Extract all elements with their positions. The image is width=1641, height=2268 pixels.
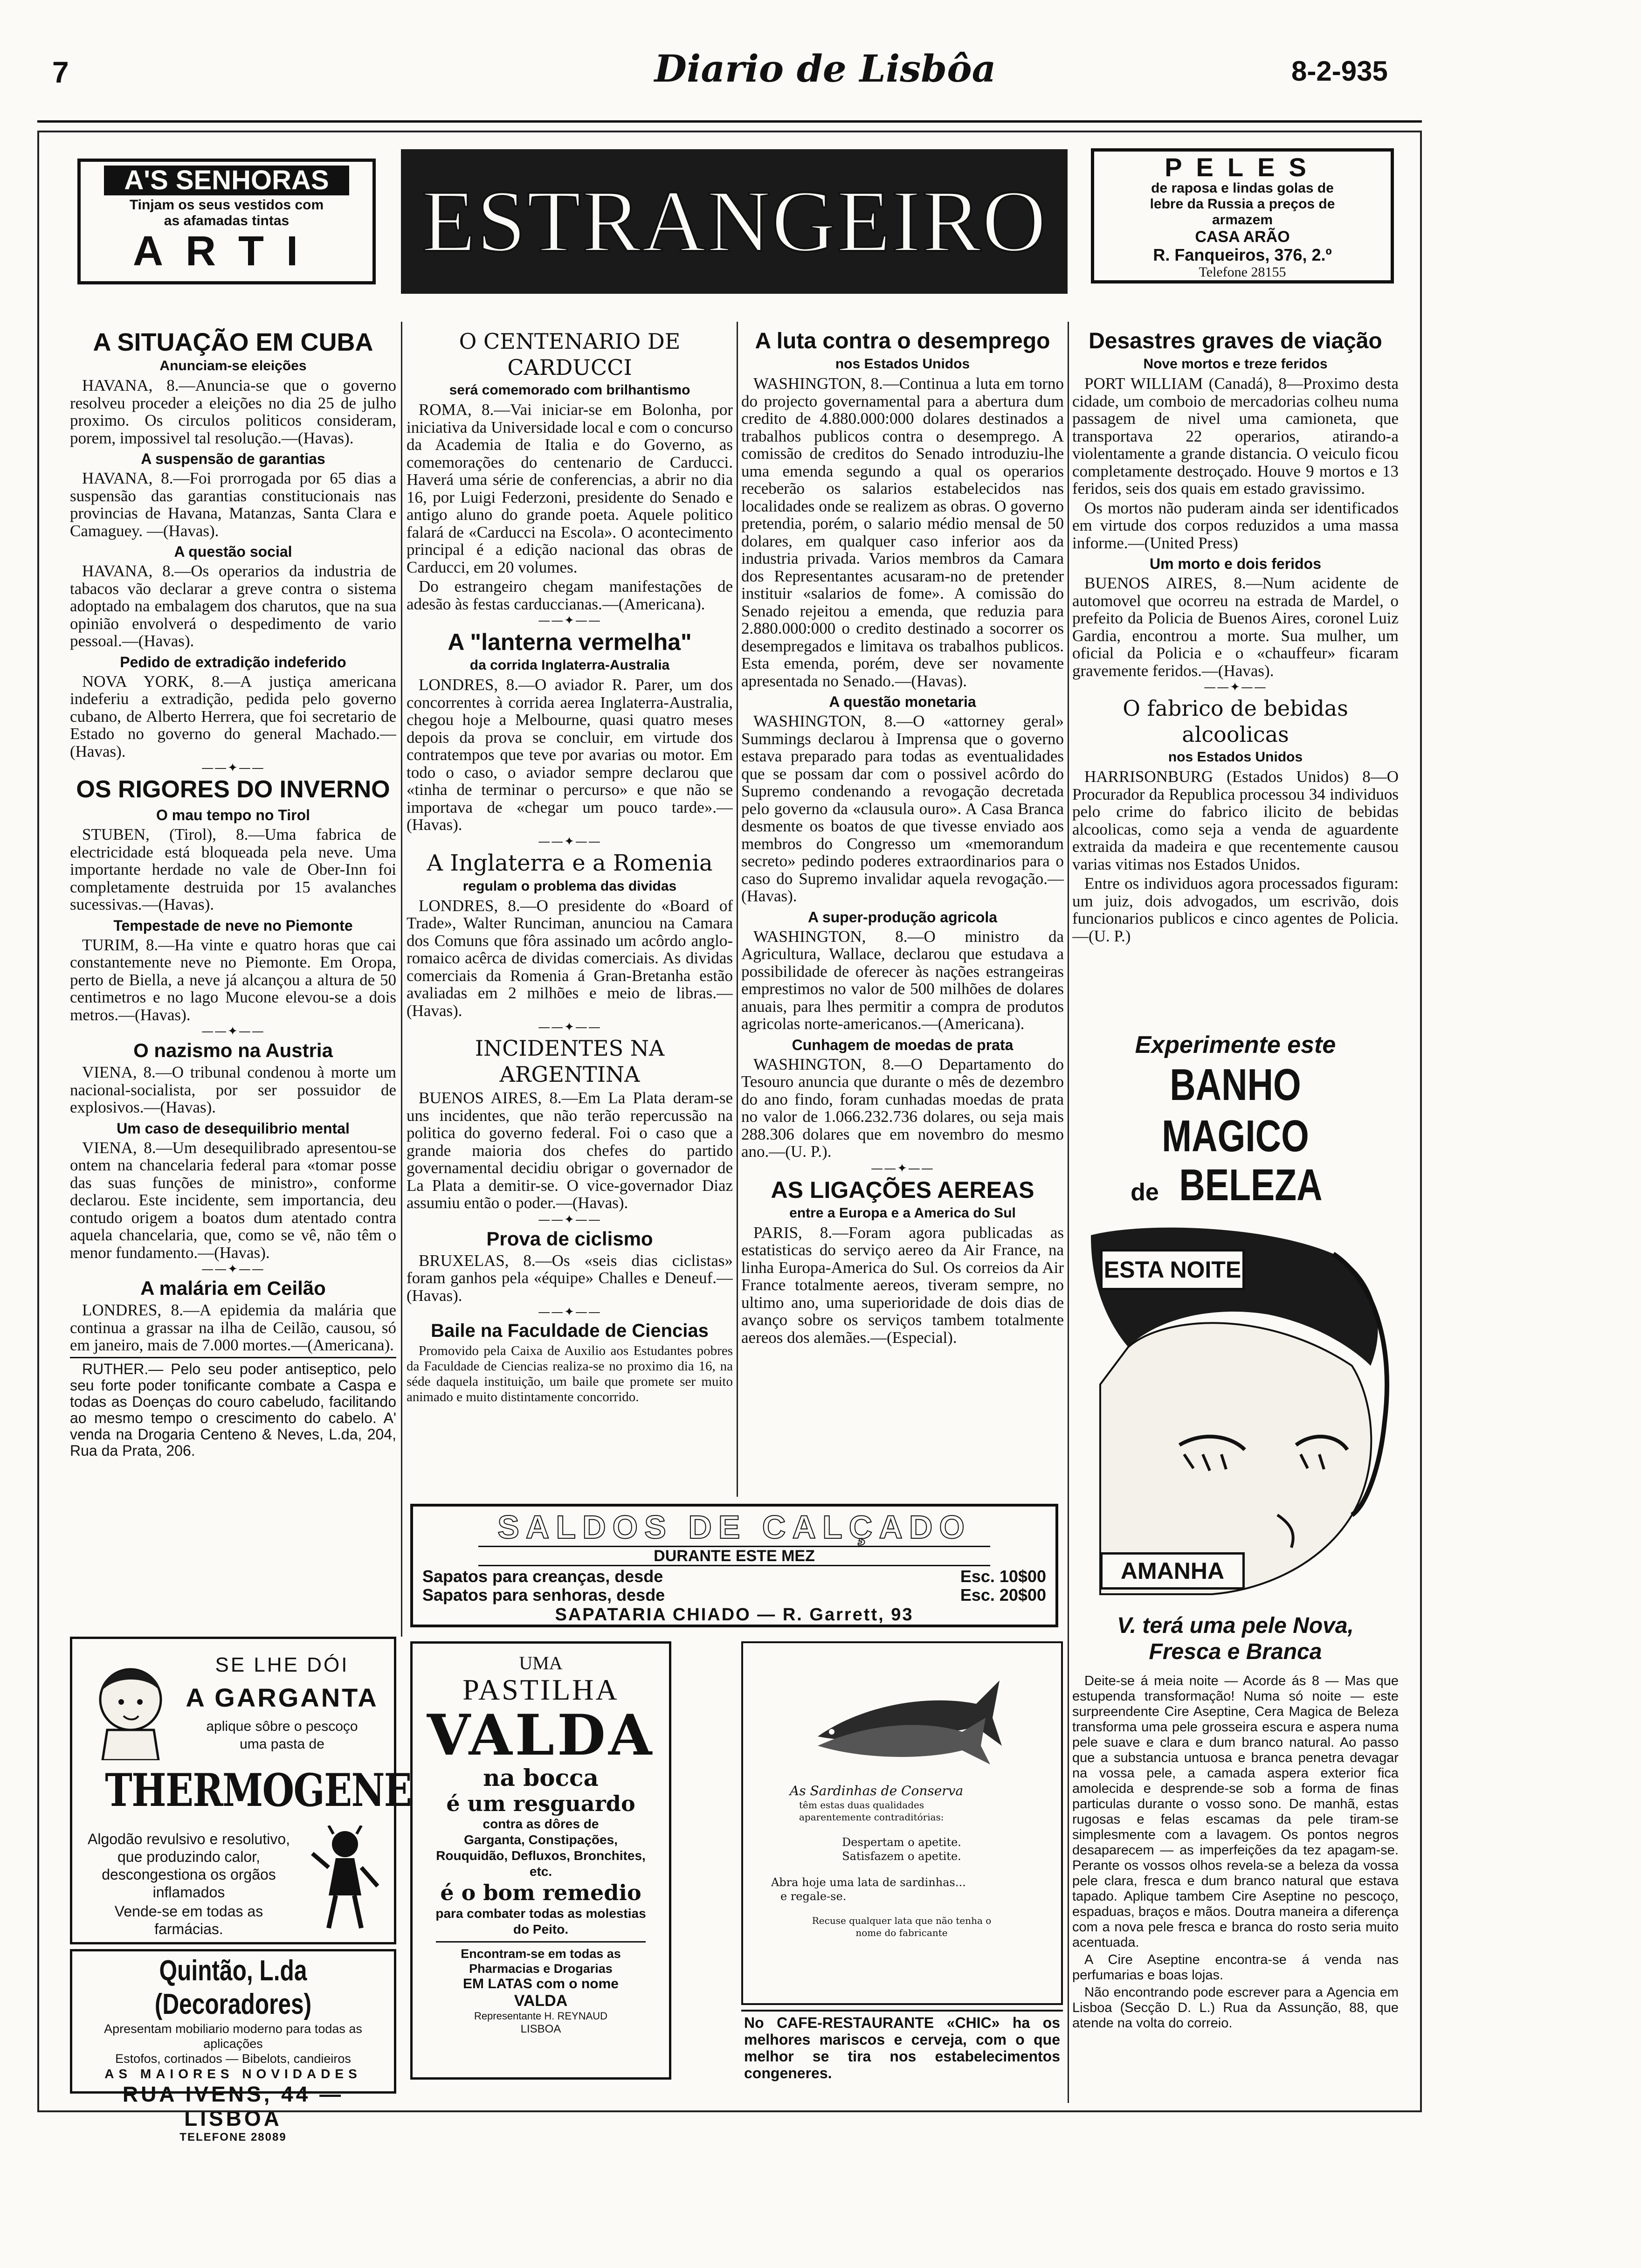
- subhead: A suspensão de garantias: [141, 450, 325, 467]
- section-title: ESTRANGEIRO: [421, 173, 1047, 270]
- article-paragraph: NOVA YORK, 8.—A justiça americana indeferiu a extradição, pedida pelo governo cubano, de Alberto Herrera, que foi secretario de Estado no governo do general Machado.—(Havas).: [70, 672, 396, 761]
- ad-arti-line1: Tinjam os seus vestidos com: [129, 197, 324, 213]
- separator: ——✦——: [201, 761, 265, 775]
- article-paragraph: WASHINGTON, 8.—Continua a luta em torno do projecto governamental para a abertura dum credito de 4.880.000:000 dolares destinados a trabalhos publicos contra o desemprego. A comissão de creditos do Senado introduziu-lhe uma emenda segundo a qual os operarios receberão os salarios estabelecidos nas localidades onde se realizem as obras. O governo pretendia, porém, o salario médio mensal de 50 dolares, em qualquer caso inferior aos da industria privada. Varios membros da Camara dos Representantes acusaram-no de pretender instituir «salarios de fome». A comissão do Senado rejeitou a emenda, que reduzia para 2.880.000:000 o credito destinado a socorrer os desempregados e limitava os trabalhos publicos. Esta emenda, porém, deve ser novamente apresentada no Senado.—(Havas).: [741, 374, 1064, 690]
- article-paragraph: PORT WILLIAM (Canadá), 8—Proximo desta cidade, um comboio de mercadorias colheu numa passagem de nivel uma camioneta, que transportava 22 operarios, atirando-a violentamente a grande distancia. O veiculo ficou completamente destroçado. Houve 9 mortos e 13 feridos, seis dos quais em estado gravissimo.: [1072, 374, 1399, 498]
- ad-valda-l6: contra as dôres de: [483, 1817, 599, 1831]
- ad-banho-l1: Experimente este: [1135, 1031, 1336, 1058]
- separator: ——✦——: [1204, 680, 1267, 694]
- ad-sardinhas-l3: Despertam o apetite.: [842, 1836, 961, 1849]
- ad-banho-tag-amanha: AMANHA: [1100, 1552, 1245, 1590]
- article-paragraph: BUENOS AIRES, 8.—Num acidente de automovel que ocorreu na estrada de Mardel, o prefeito da Policia de Buenos Aires, coronel Luiz Gardia, encontrou a morte. Sua mulher, um oficial da Policia e o «chauffeur» ficaram gravemente feridos.—(Havas).: [1072, 574, 1399, 680]
- article-paragraph: PARIS, 8.—Foram agora publicadas as estatisticas do serviço aereo da Air France, na linha Europa-America do Sul. Os correios da Air France totalmente aereos, tiveram sempre, no ultimo ano, uma superioridade de dois dias de avanço sobre os serviços tambem totalmente aereos dos alemães.—(Especial).: [741, 1223, 1064, 1347]
- ad-valda-l13: Representante H. REYNAUD: [474, 2010, 608, 2022]
- ad-peles-line4: CASA ARÃO: [1195, 228, 1290, 246]
- issue-date: 8-2-935: [1291, 55, 1388, 87]
- ad-thermogene-body: Algodão revulsivo e resolutivo, que produzindo calor, descongestiona os orgãos inflamados: [87, 1831, 290, 1901]
- ad-arti-title: A'S SENHORAS: [104, 166, 349, 195]
- subhead: A questão monetaria: [829, 693, 976, 710]
- ad-thermogene-l4: uma pasta de: [240, 1736, 324, 1752]
- headline-desemprego: A luta contra o desemprego: [755, 329, 1050, 353]
- subhead: Nove mortos e treze feridos: [1143, 356, 1328, 372]
- headline-carducci: O CENTENARIO DE CARDUCCI: [459, 329, 681, 380]
- ad-sardinhas-l6: e regale-se.: [780, 1890, 847, 1903]
- ad-thermogene-brand: THERMOGENE: [105, 1764, 412, 1817]
- subhead: A super-produção agricola: [808, 908, 997, 926]
- subhead: regulam o problema das dividas: [462, 878, 677, 894]
- subhead: A questão social: [174, 543, 292, 560]
- subhead: nos Estados Unidos: [835, 356, 970, 372]
- subhead: entre a Europa e a America do Sul: [789, 1205, 1016, 1221]
- ad-valda-l7: Garganta, Constipações, Rouquidão, Defluxos, Bronchites, etc.: [436, 1832, 646, 1879]
- article-paragraph: LONDRES, 8.—A epidemia da malária que continua a grassar na ilha de Ceilão, causou, só em janeiro, mais de 7.000 mortes.—(Americana).: [70, 1301, 396, 1354]
- ad-valda-l9: para combater todas as molestias do Peito.: [435, 1906, 646, 1936]
- ad-peles-title: PELES: [1165, 152, 1320, 182]
- subhead: nos Estados Unidos: [1168, 749, 1303, 765]
- ad-quintao-title: Quintão, L.da (Decoradores): [154, 1955, 312, 2020]
- ad-peles-line3: armazem: [1212, 212, 1273, 228]
- ad-banho-tag-esta-noite: ESTA NOITE: [1100, 1249, 1245, 1290]
- ad-valda-l4: na bocca: [483, 1764, 599, 1791]
- separator: ——✦——: [201, 1262, 265, 1276]
- masthead: Diario de Lisbôa: [654, 47, 996, 90]
- ad-banho-l6: Fresca e Branca: [1149, 1639, 1322, 1664]
- separator: ——✦——: [538, 1020, 601, 1034]
- subhead: Tempestade de neve no Piemonte: [113, 917, 353, 934]
- article-paragraph: LONDRES, 8.—O aviador R. Parer, um dos concorrentes à corrida aerea Inglaterra-Australia, chegou hoje a Melbourne, quasi quatro meses depois da prova se concluir, em virtude dos contratempos que teve por avarias ou motor. Em todo o caso, o aviador sempre declarou que «tinha de terminar o percurso» e que não se importava de «chegar um pouco tarde».—(Havas).: [407, 676, 733, 834]
- separator: ——✦——: [538, 614, 601, 628]
- headline-inverno: OS RIGORES DO INVERNO: [76, 776, 390, 803]
- ad-peles-line6: Telefone 28155: [1199, 264, 1286, 280]
- header-rule: [37, 120, 1422, 123]
- ad-peles-line2: lebre da Russia a preços de: [1150, 196, 1335, 212]
- subhead: Um caso de desequilibrio mental: [117, 1120, 350, 1137]
- subhead: Um morto e dois feridos: [1149, 555, 1322, 572]
- headline-malaria: A malária em Ceilão: [140, 1277, 326, 1299]
- ad-valda-l3: VALDA: [427, 1702, 655, 1768]
- ad-thermogene-l1: SE LHE DÓI: [215, 1653, 349, 1676]
- subhead: O mau tempo no Tirol: [156, 807, 310, 823]
- article-paragraph: Do estrangeiro chegam manifestações de adesão às festas carduccianas.—(Americana).: [407, 577, 733, 613]
- ad-valda-l14: LISBOA: [520, 2023, 561, 2035]
- article-paragraph: HARRISONBURG (Estados Unidos) 8—O Procurador da Republica processou 34 individuos pelo crime do fabrico ilicito de bebidas alcoolicas, como seja a venda de aguardente extraida da madeira e que recentemente causou varias vitimas nos Estados Unidos.: [1072, 768, 1399, 873]
- ad-sardinhas-l1: As Sardinhas de Conserva: [790, 1783, 964, 1798]
- ad-chic-text: No CAFE-RESTAURANTE «CHIC» ha os melhores mariscos e cerveja, com o que melhor se tira nos estabelecimentos congeneres.: [744, 2014, 1060, 2081]
- ad-saldos-footer: SAPATARIA CHIADO — R. Garrett, 93: [555, 1605, 914, 1625]
- ad-sardinhas-l2: têm estas duas qualidades aparentemente contraditórias:: [799, 1799, 944, 1823]
- ad-ruther: RUTHER.— Pelo seu poder antiseptico, pelo seu forte poder tonificante combate a Caspa e todas as Doenças do couro cabeludo, facilitando ao mesmo tempo o crescimento do cabelo. A' venda na Drogaria Centeno & Neves, L.da, 204, Rua da Prata, 206.: [70, 1360, 396, 1459]
- ad-banho-l5: V. terá uma pele Nova,: [1117, 1613, 1354, 1638]
- article-paragraph: Promovido pela Caixa de Auxilio aos Estudantes pobres da Faculdade de Ciencias realiza-se no proximo dia 16, na séde daquela instituição, um baile que promete ser muito animado e muito distintamente concorrido.: [407, 1343, 733, 1404]
- subhead: Cunhagem de moedas de prata: [792, 1036, 1014, 1053]
- article-paragraph: HAVANA, 8.—Foi prorrogada por 65 dias a suspensão das garantias constitucionais nas provincias de Havana, Matanzas, Santa Clara e Camaguey. —(Havas).: [70, 469, 396, 540]
- ad-banho-body: Deite-se á meia noite — Acorde ás 8 — Mas que estupenda transformação! Numa só noite — este surpreendente Cire Aseptine, Cera Magica de Beleza transforma uma pele grosseira escura e aspera numa pele suave e clara e dum branco natural. Ao passo que a substancia untuosa e branca penetra devagar na vossa pele, a camada aspera exterior fica amolecida e desprende-se sob a forma de finas particulas durante o vosso sono. De manhã, estas rugosas e felas escamas da pele tiram-se simplesmente com a lavagem. Os pontos negros desaparecem — as imperfeições da tez apagam-se. Perante os vossos olhos revela-se a beleza da vossa pele clara, fresca e dum branco natural que estava tapado. Aplique tambem Cire Aseptine no pescoço, espaduas, braços e mãos. Doutra maneira a diferença com a nova pele fresca e branca do rosto seria muito acentuada.: [1072, 1673, 1399, 1950]
- ad-thermogene-body2: Vende-se em todas as farmácias.: [114, 1903, 263, 1937]
- ad-quintao-l3: AS MAIORES NOVIDADES: [104, 2067, 362, 2081]
- ad-arti-line2: as afamadas tintas: [164, 213, 290, 228]
- separator: ——✦——: [201, 1024, 265, 1038]
- subhead: será comemorado com brilhantismo: [449, 382, 690, 398]
- ad-quintao-l4: RUA IVENS, 44 — LISBOA: [122, 2082, 344, 2130]
- ad-valda-l1: UMA: [519, 1653, 563, 1673]
- ad-quintao-l1: Apresentam mobiliario moderno para todas as aplicações: [104, 2022, 362, 2051]
- ad-banho-l3: de: [1131, 1179, 1159, 1206]
- subhead: Pedido de extradição indeferido: [120, 653, 346, 671]
- page-frame: [37, 131, 1422, 2112]
- ad-valda-l12: VALDA: [514, 1992, 568, 2010]
- ad-thermogene-l3: aplique sôbre o pescoço: [206, 1719, 358, 1734]
- ad-sardinhas-l4: Satisfazem o apetite.: [842, 1850, 961, 1863]
- ad-sardinhas-l5: Abra hoje uma lata de sardinhas...: [771, 1876, 966, 1889]
- ad-banho-l4: BELEZA: [1179, 1160, 1323, 1210]
- ad-valda-l10: Encontram-se em todas as Pharmacias e Drogarias: [461, 1947, 621, 1976]
- article-paragraph: HAVANA, 8.—Os operarios da industria de tabacos vão declarar a greve contra o sistema adoptado na embalagem dos charutos, que na sua opinião envolverá o despedimento de vario pessoal.—(Havas).: [70, 562, 396, 650]
- headline-ligacoes: AS LIGAÇÕES AEREAS: [771, 1176, 1034, 1203]
- headline-romenia: A Inglaterra e a Romenia: [427, 850, 713, 876]
- headline-baile: Baile na Faculdade de Ciencias: [431, 1321, 709, 1341]
- subhead: Anunciam-se eleições: [159, 358, 307, 373]
- subhead: da corrida Inglaterra-Australia: [469, 657, 670, 673]
- article-paragraph: WASHINGTON, 8.—O «attorney geral» Summings declarou à Imprensa que o governo estava preparado para todas as eventualidades que se possam dar com o possivel acôrdo do Supremo condenando a revogação decretada pelo governo da «clausula ouro». A Casa Branca desmente os boatos de que tivesse enviado aos membros do Congresso um «memorandum secreto» pedindo poderes extraordinarios para o caso do Supremo invalidar aquela revogação.—(Havas).: [741, 712, 1064, 905]
- article-paragraph: Os mortos não puderam ainda ser identificados em virtude dos corpos reduzidos a uma massa informe.—(United Press): [1072, 498, 1399, 552]
- article-paragraph: STUBEN, (Tirol), 8.—Uma fabrica de electricidade está bloqueada pela neve. Uma importante herdade no vale de Ober-Inn foi completamente destruida por 15 avalanches sucessivas.—(Havas).: [70, 825, 396, 913]
- ad-saldos-title: SALDOS DE CALÇADO: [497, 1509, 971, 1545]
- separator: ——✦——: [538, 834, 601, 849]
- article-paragraph: ROMA, 8.—Vai iniciar-se em Bolonha, por iniciativa da Universidade local e com o concurso da Academia de Italia e do Governo, as comemorações do centenario de Carducci. Haverá uma série de conferencias, a abrir no dia 16, por Luigi Federzoni, presidente do Senado e antigo aluno do grande poeta. Aquele politico falará de «Carducci na Escola». O acontecimento principal é a edição nacional das obras de Carducci, em 20 volumes.: [407, 401, 733, 576]
- headline-bebidas: O fabrico de bebidas alcoolicas: [1123, 696, 1348, 747]
- ad-arti-brand: ARTI: [133, 228, 320, 275]
- ad-valda-l8: é o bom remedio: [440, 1880, 641, 1905]
- ad-saldos-sub: DURANTE ESTE MEZ: [478, 1546, 990, 1566]
- ad-valda-l11: EM LATAS com o nome: [463, 1976, 619, 1991]
- ad-banho-l2: BANHO MAGICO: [1162, 1060, 1309, 1161]
- article-paragraph: HAVANA, 8.—Anuncia-se que o governo resolveu proceder a eleições no dia 25 de julho proximo. Os circulos politicos consideram, porem, impossivel tal resolução.—(Havas).: [70, 376, 396, 447]
- article-paragraph: Entre os individuos agora processados figuram: um juiz, dois advogados, um escrivão, dois funcionarios publicos e cinco agentes de Policia.—(U. P.): [1072, 874, 1399, 945]
- headline-nazismo: O nazismo na Austria: [133, 1039, 333, 1061]
- headline-cuba: A SITUAÇÃO EM CUBA: [93, 328, 373, 356]
- article-paragraph: LONDRES, 8.—O presidente do «Board of Trade», Walter Runciman, anunciou na Camara dos Comuns que fôra assinado um acôrdo anglo-romaico acêrca de dividas comerciais. As dividas comerciais da Romenia á Gran-Bretanha estão avaliadas em 2 milhões e meio de libras.—(Havas).: [407, 896, 733, 1020]
- article-paragraph: VIENA, 8.—Um desequilibrado apresentou-se ontem na chancelaria federal para «tomar posse das suas funções de ministro», conforme declarou. Este incidente, sem importancia, deu contudo origem a boatos dum atentado contra aquela chancelaria, que, como se vê, não têm o menor fundamento.—(Havas).: [70, 1138, 396, 1262]
- ad-thermogene-l2: A GARGANTA: [186, 1683, 379, 1712]
- ad-saldos-row1-price: Esc. 10$00: [960, 1567, 1046, 1586]
- ad-valda-l5: é um resguardo: [446, 1791, 635, 1816]
- separator: ——✦——: [538, 1305, 601, 1319]
- ad-peles-line5: R. Fanqueiros, 376, 2.º: [1153, 245, 1332, 264]
- ad-quintao-l2: Estofos, cortinados — Bibelots, candieiros: [115, 2052, 351, 2066]
- headline-desastres: Desastres graves de viação: [1089, 329, 1382, 353]
- page-number: 7: [52, 55, 69, 89]
- ad-banho-body2: A Cire Aseptine encontra-se á venda nas perfumarias e boas lojas.: [1072, 1952, 1399, 1983]
- article-paragraph: WASHINGTON, 8.—O ministro da Agricultura, Wallace, declarou que estudava a possibilidade de oferecer às nações estrangeiras emprestimos no valor de 500 milhões de dolares anuais, para lhes permitir a compra de produtos agricolas norte-americanos.—(Americana).: [741, 927, 1064, 1033]
- ad-saldos-row2-label: Sapatos para senhoras, desde: [422, 1585, 665, 1604]
- ad-quintao-l5: TELEFONE 28089: [179, 2131, 287, 2144]
- headline-argentina: INCIDENTES NA ARGENTINA: [475, 1036, 665, 1087]
- ad-saldos-row2-price: Esc. 20$00: [960, 1585, 1046, 1604]
- article-paragraph: BUENOS AIRES, 8.—Em La Plata deram-se uns incidentes, que não terão repercussão na politica do governo federal. Foi o caso que a grande maioria dos chefes do partido governamental decidiu obrigar o governador de La Plata a demitir-se. O vice-governador Diaz assumiu então o poder.—(Havas).: [407, 1089, 733, 1212]
- ad-sardinhas-l7: Recuse qualquer lata que não tenha o nome do fabricante: [812, 1915, 992, 1938]
- article-paragraph: VIENA, 8.—O tribunal condenou à morte um nacional-socialista, por ser possuidor de explosivos.—(Havas).: [70, 1063, 396, 1116]
- headline-ciclismo: Prova de ciclismo: [486, 1227, 653, 1250]
- ad-peles-line1: de raposa e lindas golas de: [1151, 180, 1334, 196]
- article-paragraph: TURIM, 8.—Ha vinte e quatro horas que cai constantemente neve no Piemonte. Em Oropa, perto de Biella, a neve já alcançou a altura de 50 centimetros e no lago Mucone elevou-se a dois metros.—(Havas).: [70, 935, 396, 1024]
- ad-saldos-row1-label: Sapatos para creanças, desde: [422, 1567, 663, 1586]
- ad-banho-body3: Não encontrando pode escrever para a Agencia em Lisboa (Secção D. L.) Rua da Assunção, 88, que atende na volta do correio.: [1072, 1985, 1399, 2031]
- article-paragraph: BRUXELAS, 8.—Os «seis dias ciclistas» foram ganhos pela «équipe» Challes e Deneuf.—(Havas).: [407, 1251, 733, 1305]
- ad-valda-l2: PASTILHA: [462, 1673, 619, 1706]
- article-paragraph: WASHINGTON, 8.—O Departamento do Tesouro anuncia que durante o mês de dezembro do ano findo, foram cunhadas moedas de prata no valor de 1.066.232.736 dolares, ou seja mais 288.306 dolares que em novembro do mesmo ano.—(U. P.).: [741, 1055, 1064, 1161]
- headline-lanterna: A "lanterna vermelha": [448, 629, 692, 655]
- separator: ——✦——: [538, 1212, 601, 1227]
- separator: ——✦——: [871, 1161, 934, 1175]
